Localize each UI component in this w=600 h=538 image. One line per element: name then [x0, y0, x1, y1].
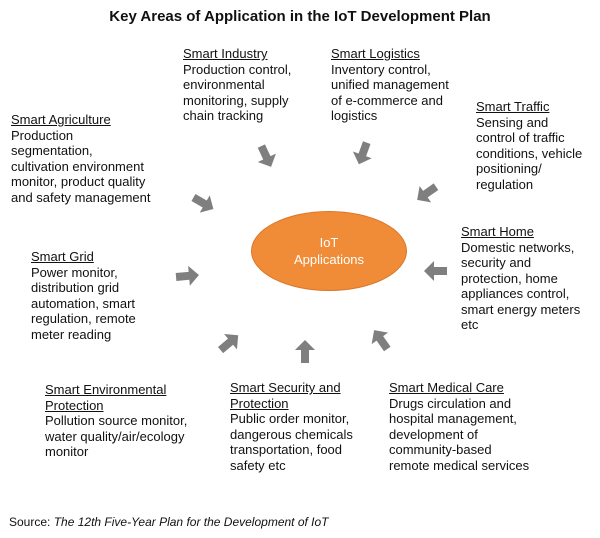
smart-home-heading: Smart Home: [461, 224, 534, 239]
smart-grid-line: meter reading: [31, 326, 112, 342]
smart-agriculture-line: monitor, product quality: [11, 174, 146, 189]
arrow-from-environmental-icon: [214, 328, 244, 358]
smart-environmental-line: water quality/air/ecology: [45, 428, 185, 444]
iot-applications-hub: [251, 211, 407, 291]
smart-agriculture-line: segmentation,: [11, 143, 93, 158]
smart-industry-line: monitoring, supply: [183, 92, 289, 108]
smart-logistics-line: unified management: [331, 77, 449, 92]
smart-logistics-heading: Smart Logistics: [331, 46, 420, 61]
smart-home-line: etc: [461, 317, 479, 332]
smart-logistics-line: of e-commerce and: [331, 92, 443, 108]
smart-grid-line: regulation, remote: [31, 311, 136, 326]
smart-security-line: Public order monitor,: [230, 411, 350, 426]
smart-home-line: Domestic networks,: [461, 239, 575, 255]
area-smart-grid: [31, 249, 136, 342]
arrow-from-medical-icon: [366, 324, 396, 354]
area-smart-traffic: [476, 99, 582, 192]
area-smart-industry: [183, 46, 291, 124]
smart-grid-heading: Smart Grid: [31, 249, 94, 264]
smart-logistics-line: Inventory control,: [331, 61, 431, 77]
smart-agriculture-line: Production: [11, 127, 74, 143]
smart-traffic-line: conditions, vehicle: [476, 145, 583, 161]
smart-medical-heading: Smart Medical Care: [389, 380, 504, 395]
smart-environmental-line: monitor: [45, 444, 89, 459]
smart-agriculture-heading: Smart Agriculture: [11, 112, 111, 127]
arrow-from-home-icon: [424, 261, 447, 281]
smart-grid-line: automation, smart: [31, 295, 136, 311]
hub-line-1: IoT: [319, 235, 339, 250]
smart-traffic-line: Sensing and: [476, 114, 549, 130]
smart-logistics-line: logistics: [331, 108, 378, 123]
arrow-from-agriculture-icon: [188, 189, 218, 218]
arrow-from-grid-icon: [175, 265, 200, 287]
smart-home-line: appliances control,: [461, 286, 570, 301]
smart-agriculture-line: and safety management: [11, 189, 151, 205]
smart-medical-line: remote medical services: [389, 457, 530, 473]
area-smart-agriculture: [11, 112, 150, 205]
smart-home-line: protection, home: [461, 270, 558, 286]
smart-medical-line: community-based: [389, 442, 492, 457]
smart-grid-line: distribution grid: [31, 280, 120, 295]
area-smart-environmental-protection: [45, 382, 187, 460]
area-smart-medical-care: [389, 380, 529, 473]
smart-grid-line: Power monitor,: [31, 264, 118, 280]
area-smart-security: [230, 380, 353, 473]
smart-security-heading: Smart Security and: [230, 380, 341, 395]
smart-medical-line: Drugs circulation and: [389, 395, 512, 411]
smart-agriculture-line: cultivation environment: [11, 158, 144, 174]
smart-traffic-line: positioning/: [476, 161, 542, 176]
hub-line-2: Applications: [293, 252, 365, 267]
smart-environmental-line: Pollution source monitor,: [45, 413, 188, 428]
smart-security-line: dangerous chemicals: [230, 426, 353, 442]
smart-medical-line: development of: [389, 426, 478, 442]
smart-environmental-heading: Protection: [45, 397, 104, 413]
area-smart-home: [461, 224, 580, 333]
smart-environmental-heading: Smart Environmental: [45, 382, 167, 397]
smart-traffic-line: regulation: [476, 176, 534, 192]
smart-security-line: transportation, food: [230, 442, 343, 457]
smart-industry-line: environmental: [183, 77, 265, 92]
arrow-from-security-icon: [295, 340, 315, 363]
source-note: [9, 515, 329, 529]
source-prefix: Source:: [9, 515, 54, 529]
smart-medical-line: hospital management,: [389, 411, 517, 426]
smart-home-line: security and: [461, 255, 532, 270]
arrow-from-traffic-icon: [411, 178, 441, 208]
diagram-title: Key Areas of Application in the IoT Development Plan: [109, 8, 491, 25]
arrow-from-industry-icon: [252, 142, 280, 171]
smart-home-line: smart energy meters: [461, 301, 581, 317]
smart-security-heading: Protection: [230, 395, 289, 411]
smart-industry-line: Production control,: [183, 61, 292, 77]
smart-traffic-line: control of traffic: [476, 130, 565, 145]
source-title: The 12th Five-Year Plan for the Development of IoT: [53, 515, 329, 529]
arrow-from-logistics-icon: [349, 139, 376, 167]
smart-industry-line: chain tracking: [183, 108, 264, 123]
smart-industry-heading: Smart Industry: [183, 46, 268, 61]
area-smart-logistics: [331, 46, 449, 124]
smart-traffic-heading: Smart Traffic: [476, 99, 550, 114]
smart-security-line: safety etc: [230, 457, 286, 473]
